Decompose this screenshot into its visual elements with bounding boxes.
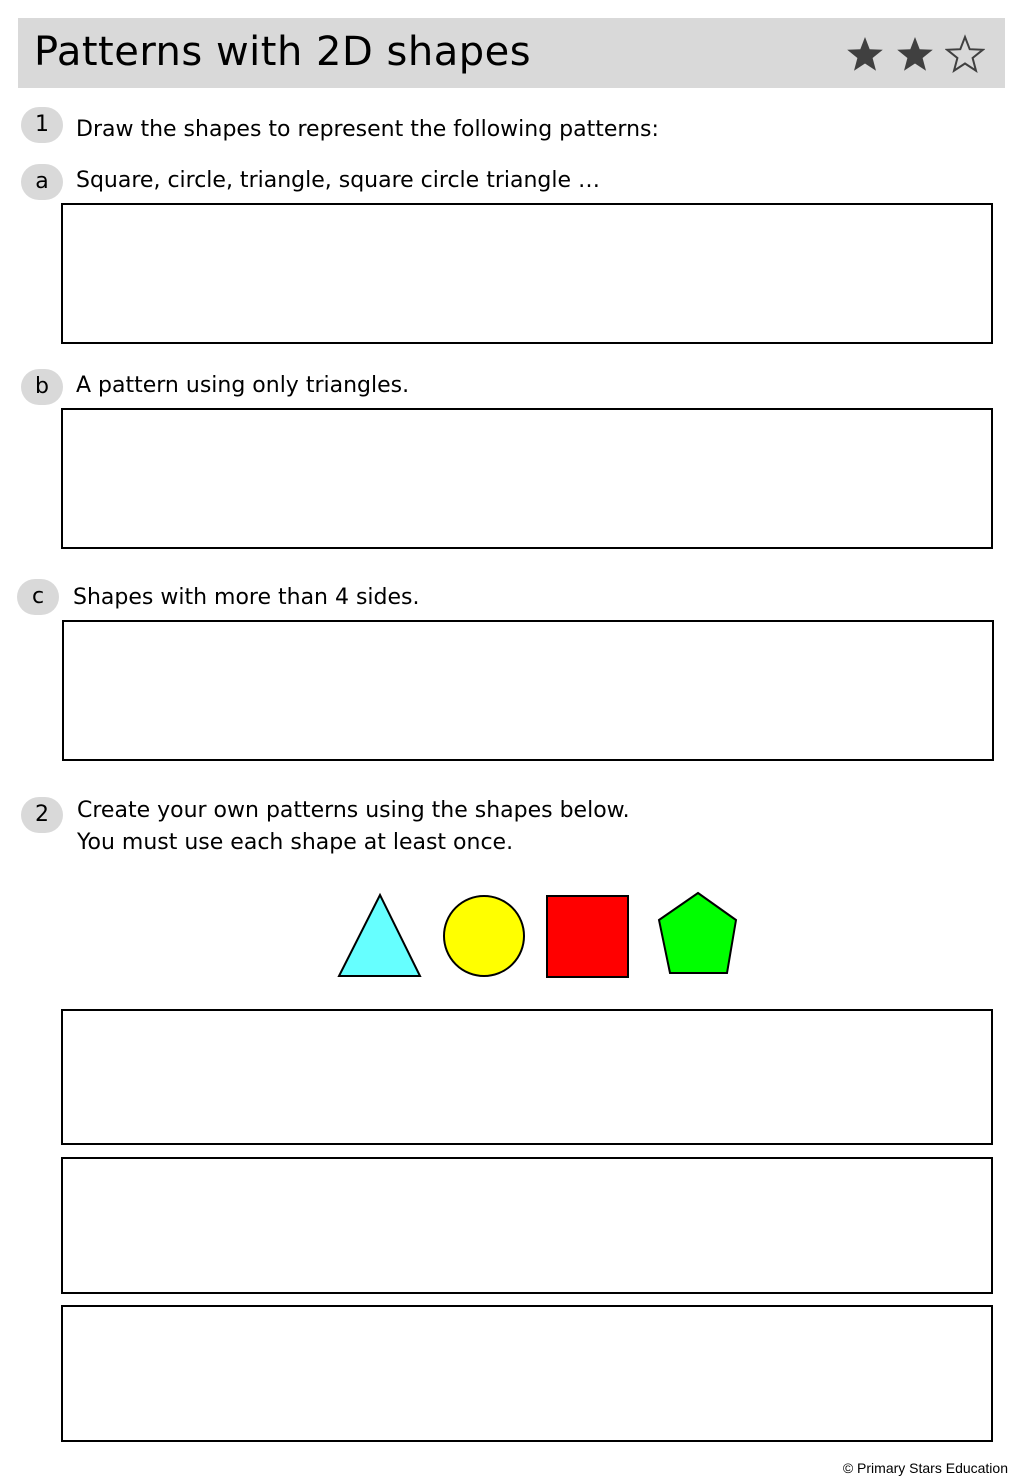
part-label-badge: c bbox=[17, 579, 59, 615]
question-number-badge: 1 bbox=[21, 107, 63, 143]
part-text: A pattern using only triangles. bbox=[76, 373, 410, 398]
answer-box-b[interactable] bbox=[61, 408, 993, 549]
answer-box-pattern-1[interactable] bbox=[61, 1009, 993, 1145]
header-bar bbox=[18, 18, 1005, 88]
difficulty-stars bbox=[845, 34, 985, 74]
answer-box-pattern-2[interactable] bbox=[61, 1157, 993, 1294]
question-text: Draw the shapes to represent the following patterns: bbox=[76, 117, 659, 142]
square-icon bbox=[545, 894, 630, 979]
answer-box-a[interactable] bbox=[61, 203, 993, 344]
answer-box-c[interactable] bbox=[62, 620, 994, 761]
part-label-badge: b bbox=[21, 369, 63, 405]
part-text: Square, circle, triangle, square circle triangle … bbox=[76, 168, 601, 193]
circle-icon bbox=[440, 892, 528, 980]
question-text-line1: Create your own patterns using the shapes below. bbox=[77, 798, 630, 823]
filled-star-icon bbox=[895, 34, 935, 74]
answer-box-pattern-3[interactable] bbox=[61, 1305, 993, 1442]
question-number-badge: 2 bbox=[21, 797, 63, 833]
filled-star-icon bbox=[845, 34, 885, 74]
part-text: Shapes with more than 4 sides. bbox=[73, 585, 420, 610]
triangle-icon bbox=[336, 892, 424, 980]
page-title: Patterns with 2D shapes bbox=[34, 29, 532, 75]
empty-star-icon bbox=[945, 34, 985, 74]
copyright-footer: © Primary Stars Education bbox=[842, 1460, 1008, 1476]
pentagon-icon bbox=[656, 890, 740, 976]
part-label-badge: a bbox=[21, 164, 63, 200]
question-text-line2: You must use each shape at least once. bbox=[77, 830, 514, 855]
